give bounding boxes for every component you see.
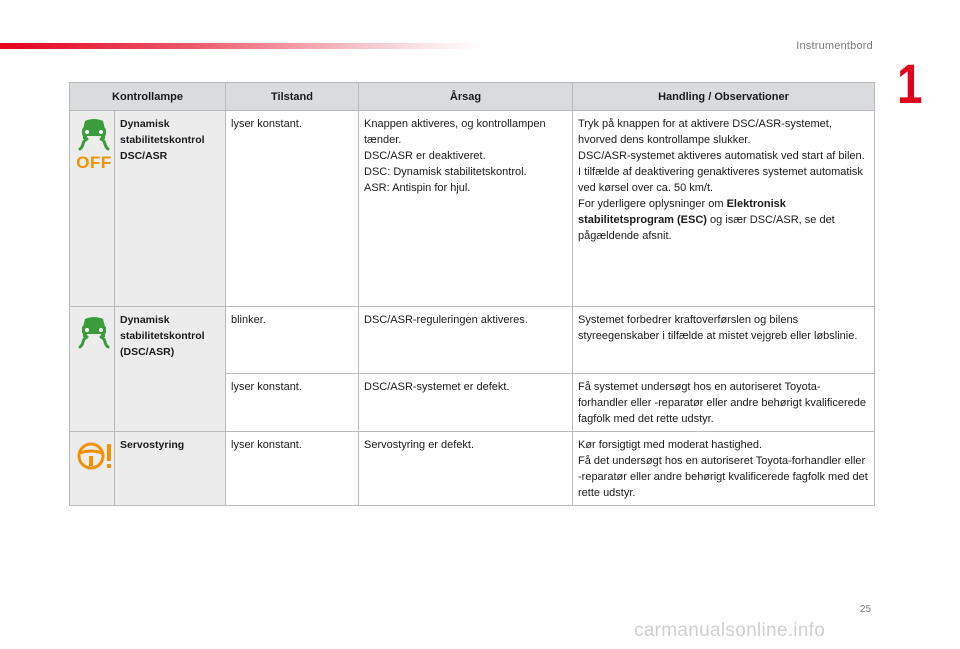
- off-label: OFF: [76, 153, 112, 172]
- table-row: [70, 307, 875, 374]
- action-cell: Systemet forbedrer kraftoverførslen og bilens styreegenskaber i tilfælde at mistet vejgreb eller løbslinie.: [573, 307, 875, 374]
- cause-cell: Servostyring er defekt.: [359, 432, 573, 506]
- table-header-row: [70, 83, 875, 111]
- cause-line: DSC: Dynamisk stabilitetskontrol.: [364, 166, 527, 178]
- action-line: DSC/ASR-systemet aktiveres automatisk ved start af bilen.: [578, 150, 865, 162]
- state-cell: blinker.: [226, 307, 359, 374]
- column-header-kontrollampe: Kontrollampe: [70, 83, 226, 111]
- cause-line: Knappen aktiveres, og kontrollampen tænder.: [364, 118, 546, 146]
- state-cell: lyser konstant.: [226, 432, 359, 506]
- power-steering-warning-icon: [75, 440, 113, 477]
- action-cell: [573, 432, 875, 506]
- cause-cell: DSC/ASR-systemet er defekt.: [359, 374, 573, 432]
- state-cell: lyser konstant.: [226, 374, 359, 432]
- lamp-name: Dynamisk stabilitetskontrol (DSC/ASR): [115, 307, 226, 432]
- action-line: Tryk på knappen for at aktivere DSC/ASR-systemet, hvorved dens kontrollampe slukker.: [578, 118, 832, 146]
- traction-control-icon: [75, 315, 113, 354]
- chapter-number: 1: [897, 52, 923, 115]
- icon-cell: [70, 432, 115, 506]
- esc-reference: Elektronisk stabilitetsprogram (ESC): [578, 198, 786, 226]
- action-line: Få det undersøgt hos en autoriseret Toyota-forhandler eller -reparatør eller andre behørigt kvalificerede fagfolk med det rette udstyr.: [578, 455, 868, 499]
- action-cell: [573, 111, 875, 307]
- table-row: [70, 432, 875, 506]
- warning-lights-table: [69, 82, 875, 506]
- cause-line: ASR: Antispin for hjul.: [364, 182, 471, 194]
- lamp-name: Dynamisk stabilitetskontrol DSC/ASR: [115, 111, 226, 307]
- cause-line: DSC/ASR er deaktiveret.: [364, 150, 486, 162]
- action-text: og især DSC/ASR, se det pågældende afsnit.: [578, 214, 835, 242]
- action-line: I tilfælde af deaktivering genaktiveres systemet automatisk ved kørsel over ca. 50 km/t.: [578, 166, 863, 194]
- page-number: 25: [860, 604, 872, 615]
- watermark: carmanualsonline.info: [634, 620, 826, 641]
- traction-control-off-icon: [75, 117, 113, 171]
- column-header-arsag: Årsag: [359, 83, 573, 111]
- cause-cell: [359, 111, 573, 307]
- lamp-name: Servostyring: [115, 432, 226, 506]
- icon-cell: [70, 307, 115, 432]
- state-cell: lyser konstant.: [226, 111, 359, 307]
- icon-cell: [70, 111, 115, 307]
- header-accent-bar: [0, 43, 480, 49]
- action-line: [578, 196, 869, 244]
- table-row: [70, 111, 875, 307]
- action-cell: Få systemet undersøgt hos en autoriseret Toyota-forhandler eller -reparatør eller andre behørigt kvalificerede fagfolk med det rette udstyr.: [573, 374, 875, 432]
- column-header-tilstand: Tilstand: [226, 83, 359, 111]
- cause-cell: DSC/ASR-reguleringen aktiveres.: [359, 307, 573, 374]
- section-title: Instrumentbord: [796, 40, 873, 52]
- column-header-handling: Handling / Observationer: [573, 83, 875, 111]
- action-text: For yderligere oplysninger om: [578, 198, 727, 210]
- action-line: Kør forsigtigt med moderat hastighed.: [578, 439, 763, 451]
